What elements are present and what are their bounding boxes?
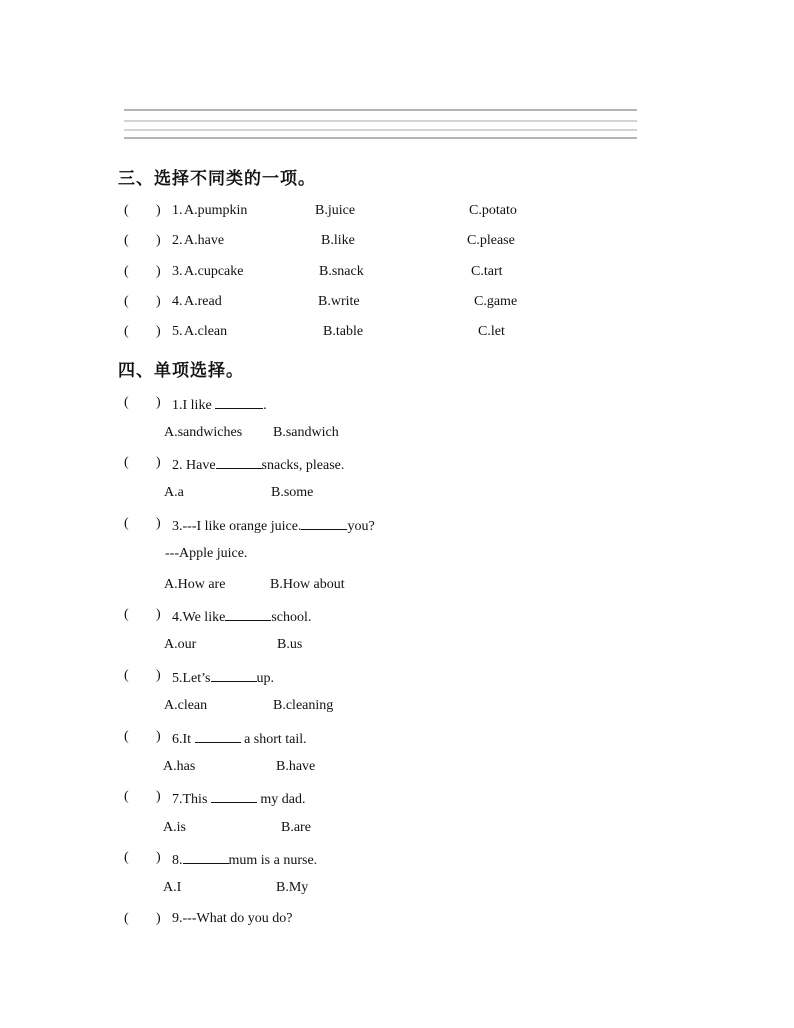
answer-paren-open: ( [124, 607, 129, 622]
answer-paren-close: ) [156, 294, 161, 309]
answer-paren-open: ( [124, 729, 129, 744]
answer-paren-close: ) [156, 233, 161, 248]
answer-paren-open: ( [124, 264, 129, 279]
option-b: B.table [323, 324, 364, 339]
answer-paren-open: ( [124, 294, 129, 309]
option-a: A.clean [164, 698, 208, 713]
option-a: A.is [163, 820, 186, 835]
answer-paren-open: ( [124, 668, 129, 683]
answer-paren-close: ) [156, 789, 161, 804]
option-a: A.has [163, 759, 196, 774]
question-text: 3.---I like orange juice. you? [172, 515, 375, 536]
answer-blank[interactable] [301, 515, 347, 530]
section3-title: 三、选择不同类的一项。 [118, 169, 316, 189]
item-number: 2. [172, 233, 183, 248]
option-a: A.clean [184, 324, 228, 339]
item-number: 3. [172, 264, 183, 279]
question-text: 6.It a short tail. [172, 728, 307, 749]
option-a: A.sandwiches [164, 425, 243, 440]
answer-paren-open: ( [124, 324, 129, 339]
option-a: A.read [184, 294, 222, 309]
answer-blank[interactable] [216, 454, 262, 469]
option-b: B.How about [270, 577, 345, 592]
question-reply: ---Apple juice. [165, 546, 248, 561]
option-b: B.cleaning [273, 698, 334, 713]
answer-paren-close: ) [156, 911, 161, 926]
question-text: 2. Have snacks, please. [172, 454, 344, 475]
answer-paren-close: ) [156, 850, 161, 865]
option-a: A.I [163, 880, 182, 895]
header-rule-lines [124, 108, 637, 140]
section4-title: 四、单项选择。 [118, 361, 244, 381]
option-b: B.have [276, 759, 316, 774]
question-text: 7.This my dad. [172, 788, 306, 809]
answer-paren-open: ( [124, 455, 129, 470]
answer-paren-open: ( [124, 911, 129, 926]
option-b: B.juice [315, 203, 356, 218]
answer-paren-open: ( [124, 395, 129, 410]
answer-paren-open: ( [124, 203, 129, 218]
answer-paren-open: ( [124, 789, 129, 804]
item-number: 5. [172, 324, 183, 339]
option-c: C.game [474, 294, 518, 309]
answer-paren-close: ) [156, 395, 161, 410]
option-b: B.us [277, 637, 303, 652]
option-b: B.write [318, 294, 360, 309]
option-b: B.some [271, 485, 314, 500]
question-text: 1.I like . [172, 394, 267, 415]
option-a: A.pumpkin [184, 203, 248, 218]
option-a: A.our [164, 637, 197, 652]
item-number: 1. [172, 203, 183, 218]
answer-paren-open: ( [124, 233, 129, 248]
option-b: B.snack [319, 264, 364, 279]
answer-paren-close: ) [156, 324, 161, 339]
answer-blank[interactable] [211, 788, 257, 803]
answer-paren-close: ) [156, 264, 161, 279]
question-text: 9.---What do you do? [172, 911, 293, 926]
item-number: 4. [172, 294, 183, 309]
answer-blank[interactable] [195, 728, 241, 743]
answer-paren-close: ) [156, 516, 161, 531]
answer-paren-close: ) [156, 607, 161, 622]
question-text: 4.We like school. [172, 606, 311, 627]
option-a: A.How are [164, 577, 226, 592]
option-a: A.have [184, 233, 225, 248]
option-b: B.My [276, 880, 309, 895]
option-c: C.potato [469, 203, 517, 218]
answer-paren-open: ( [124, 850, 129, 865]
answer-blank[interactable] [215, 394, 263, 409]
answer-paren-close: ) [156, 668, 161, 683]
option-b: B.are [281, 820, 311, 835]
option-b: B.like [321, 233, 355, 248]
option-a: A.a [164, 485, 184, 500]
answer-blank[interactable] [225, 606, 271, 621]
answer-paren-open: ( [124, 516, 129, 531]
answer-blank[interactable] [211, 667, 257, 682]
answer-paren-close: ) [156, 455, 161, 470]
option-a: A.cupcake [184, 264, 244, 279]
option-c: C.please [467, 233, 515, 248]
answer-blank[interactable] [183, 849, 229, 864]
option-c: C.tart [471, 264, 503, 279]
option-c: C.let [478, 324, 505, 339]
question-text: 8. mum is a nurse. [172, 849, 317, 870]
question-text: 5.Let’s up. [172, 667, 274, 688]
answer-paren-close: ) [156, 203, 161, 218]
option-b: B.sandwich [273, 425, 339, 440]
answer-paren-close: ) [156, 729, 161, 744]
